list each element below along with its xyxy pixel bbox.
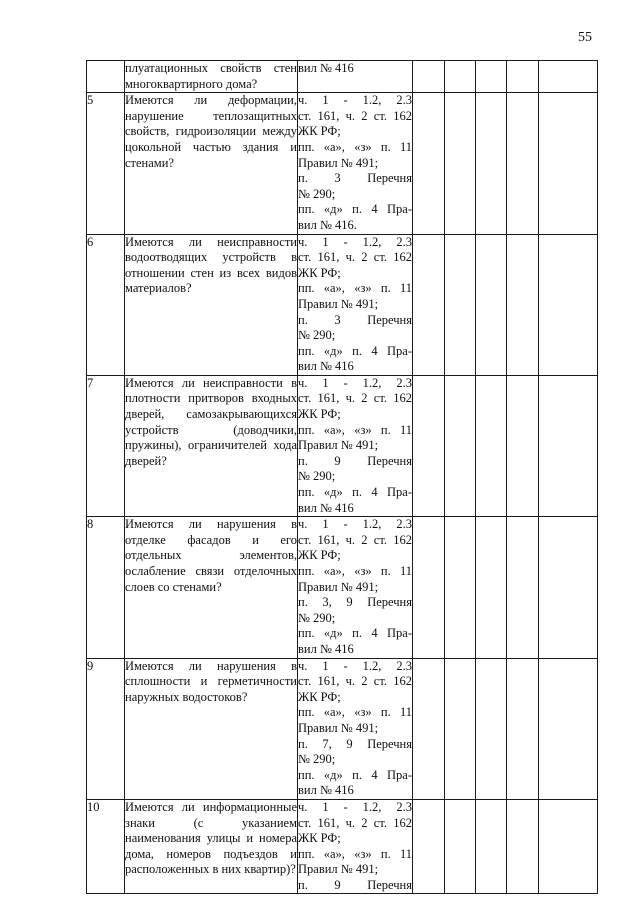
reference-line: ст. 161, ч. 2 ст. 162 [298, 108, 412, 123]
answer-cell-extra [507, 61, 539, 93]
reference-line: № 290; [298, 469, 336, 484]
answer-cell-extra [507, 375, 539, 516]
reference-line: пп. «а», «з» п. 11 [298, 422, 412, 437]
reference-line: пп. «а», «з» п. 11 [298, 139, 412, 154]
answer-cell-no [445, 658, 476, 799]
reference-line: ч. 1 - 1.2, 2.3 [298, 93, 412, 108]
answer-cell-no [445, 799, 476, 894]
answer-cell-no [445, 375, 476, 516]
answer-cell-not-applicable [476, 61, 507, 93]
answer-cell-yes [413, 61, 445, 93]
answer-cell-extra [507, 93, 539, 234]
table-row [87, 658, 598, 799]
reference-line: № 290; [298, 752, 336, 767]
reference-line: пп. «а», «з» п. 11 [298, 705, 412, 720]
reference-cell [298, 375, 413, 516]
reference-line: вил № 416 [298, 61, 354, 75]
reference-line: ЖК РФ; [298, 407, 341, 422]
reference-line: вил № 416 [298, 641, 354, 656]
answer-cell-yes [413, 93, 445, 234]
reference-line: № 290; [298, 328, 336, 343]
question-cell: плуатационных свойств стен многоквартирного дома? [125, 61, 298, 93]
answer-cell-not-applicable [476, 658, 507, 799]
notes-cell [539, 517, 598, 658]
row-number-cell: 10 [87, 799, 125, 894]
reference-cell [298, 61, 413, 93]
question-cell: Имеются ли деформации, нарушение теплозащитных свойств, гидроизоляции между цокольной частью здания и стенами? [125, 93, 298, 234]
reference-line: Правил № 491; [298, 720, 379, 735]
reference-line: ст. 161, ч. 2 ст. 162 [298, 391, 412, 406]
reference-line: ст. 161, ч. 2 ст. 162 [298, 532, 412, 547]
answer-cell-yes [413, 375, 445, 516]
reference-line: ч. 1 - 1.2, 2.3 [298, 658, 412, 673]
reference-line: пп. «а», «з» п. 11 [298, 564, 412, 578]
table-row [87, 799, 598, 894]
row-number-cell: 8 [87, 517, 125, 658]
question-cell: Имеются ли информационные знаки (с указанием наименования улицы и номера дома, номеров подъездов и расположенных в них квартир)? [125, 799, 298, 894]
reference-line: пп. «а», «з» п. 11 [298, 846, 412, 861]
question-cell: Имеются ли неисправности в плотности притворов входных дверей, самозакрывающихся устройств (доводчики, пружины), ограничителей хода дверей? [125, 375, 298, 516]
row-number-cell: 9 [87, 658, 125, 799]
table-row [87, 517, 598, 658]
answer-cell-not-applicable [476, 517, 507, 658]
notes-cell [539, 234, 598, 375]
answer-cell-not-applicable [476, 799, 507, 894]
reference-line: п. 3 Перечня [298, 312, 412, 327]
reference-cell [298, 517, 413, 658]
reference-line: ЖК РФ; [298, 689, 341, 704]
reference-line: ЖК РФ; [298, 265, 341, 280]
reference-line: п. 3, 9 Перечня [298, 595, 412, 610]
notes-cell [539, 658, 598, 799]
reference-line: п. 3 Перечня [298, 171, 412, 186]
row-number-cell: 7 [87, 375, 125, 516]
reference-line: Правил № 491; [298, 296, 379, 311]
reference-line: пп. «д» п. 4 Пра- [298, 343, 412, 358]
reference-cell [298, 799, 413, 894]
row-number-cell [87, 61, 125, 93]
table-body [87, 61, 598, 894]
reference-line: ч. 1 - 1.2, 2.3 [298, 234, 412, 249]
reference-line: ч. 1 - 1.2, 2.3 [298, 375, 412, 390]
table-row [87, 375, 598, 516]
reference-line: ЖК РФ; [298, 124, 341, 139]
row-number-cell: 5 [87, 93, 125, 234]
reference-line: п. 9 Перечня [298, 453, 412, 468]
notes-cell [539, 93, 598, 234]
reference-line: Правил № 491; [298, 862, 379, 877]
question-cell: Имеются ли нарушения в сплошности и герметичности наружных водостоков? [125, 658, 298, 799]
answer-cell-extra [507, 517, 539, 658]
reference-line: Правил № 491; [298, 438, 379, 453]
reference-line: ст. 161, ч. 2 ст. 162 [298, 674, 412, 689]
reference-line: ч. 1 - 1.2, 2.3 [298, 517, 412, 532]
answer-cell-no [445, 517, 476, 658]
reference-line: № 290; [298, 186, 336, 201]
reference-line: ЖК РФ; [298, 831, 341, 846]
reference-line: вил № 416 [298, 783, 354, 798]
answer-cell-not-applicable [476, 93, 507, 234]
reference-cell [298, 658, 413, 799]
notes-cell [539, 799, 598, 894]
answer-cell-yes [413, 234, 445, 375]
answer-cell-extra [507, 658, 539, 799]
answer-cell-not-applicable [476, 375, 507, 516]
answer-cell-yes [413, 799, 445, 894]
reference-line: пп. «а», «з» п. 11 [298, 281, 412, 296]
reference-line: пп. «д» п. 4 Пра- [298, 485, 412, 500]
reference-line: ЖК РФ; [298, 548, 341, 563]
question-cell: Имеются ли неисправности водоотводящих устройств в отношении стен из всех видов материалов? [125, 234, 298, 375]
table-row [87, 234, 598, 375]
reference-line: пп. «д» п. 4 Пра- [298, 202, 412, 217]
reference-line: ч. 1 - 1.2, 2.3 [298, 799, 412, 814]
table-row [87, 93, 598, 234]
reference-line: Правил № 491; [298, 579, 379, 594]
reference-line: ст. 161, ч. 2 ст. 162 [298, 250, 412, 265]
question-cell: Имеются ли нарушения в отделке фасадов и его отдельных элементов, ослабление связи отделочных слоев со стенами? [125, 517, 298, 658]
reference-line: вил № 416 [298, 500, 354, 515]
answer-cell-no [445, 93, 476, 234]
reference-cell [298, 93, 413, 234]
answer-cell-no [445, 61, 476, 93]
answer-cell-not-applicable [476, 234, 507, 375]
reference-line: ст. 161, ч. 2 ст. 162 [298, 815, 412, 830]
answer-cell-no [445, 234, 476, 375]
notes-cell [539, 61, 598, 93]
notes-cell [539, 375, 598, 516]
reference-line: Правил № 491; [298, 155, 379, 170]
table-row [87, 61, 598, 93]
page-number: 55 [578, 30, 592, 45]
checklist-table [86, 60, 598, 894]
reference-line: п. 7, 9 Перечня [298, 736, 412, 751]
reference-cell [298, 234, 413, 375]
reference-line: пп. «д» п. 4 Пра- [298, 626, 412, 641]
reference-line: № 290; [298, 610, 336, 625]
reference-line: вил № 416 [298, 359, 354, 374]
reference-line: пп. «д» п. 4 Пра- [298, 767, 412, 782]
answer-cell-extra [507, 234, 539, 375]
answer-cell-yes [413, 517, 445, 658]
reference-line: п. 9 Перечня [298, 877, 412, 892]
answer-cell-yes [413, 658, 445, 799]
reference-line: вил № 416. [298, 217, 357, 232]
answer-cell-extra [507, 799, 539, 894]
row-number-cell: 6 [87, 234, 125, 375]
